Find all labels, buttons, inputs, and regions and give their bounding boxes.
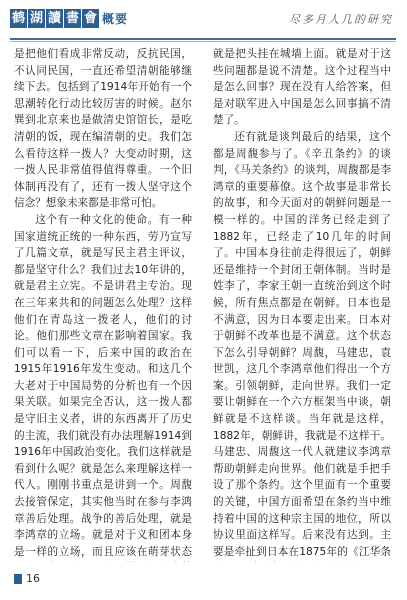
header-divider-thin [10,41,396,42]
section-title: 尽多月人几的研究 [289,13,393,26]
paragraph: 这个有一种文化的使命。有一种国家道统正统的一种东西，劳乃宣写了几篇文章，就是写民主君主评议，都是坚守什么？我们过去10年讲的，就是君主立宪。不是讲君主专治。现在三年来共和的问题怎么处理？这样他们在青岛这一拨老人，他们的讨论。他们那些文章在影响着国家。我们可以看一下，后来中国的政治在1915年1916年发生变动。和这几个大老对于中国局势的分析也有一个因果关联。如果完全否认，这一拨人都是守旧主义者，讲的东西离开了历史的主流，我们就没有办法理解1914到1916年中国政治变化。我们这样就是看到什么呢？就是怎么来理解这样一代人。刚刚书重点是讲到一个。周馥去接管保定，其实他当时在参与李鸿章善后处理。战争的善后处理，就是李鸿章的立场。就是对于义和团本身是一样的立场，而且应该在萌芽状态 [14,213,192,558]
title-char: 鹤 [11,11,25,26]
right-column [213,46,391,562]
paragraph: 是把他们看成非常反动，反抗民国，不认同民国，一直还希望清朝能够继续下去。包括到了1914年开始有一个思潮转化行动比较厉害的时候。赵尔巽到北京来也是做清史馆馆长，是吃清朝的饭，现在编清朝的史。我们怎么看待这样一拨人？大变动时期，这一拨人民非常值得值得尊重。一个旧体制再没有了，还有一拨人坚守这个信念？想象未来都是非常可怕。 [14,48,192,210]
paragraph: 还有就是谈判最后的结果，这个都是周馥参与了。《辛丑条约》的谈判，《马关条约》的谈判，周馥都是李鸿章的重要幕僚。这个故事是非常长的故事，和今天面对的朝鲜问题是一模一样的。中国的洋务已经走到了1882年，已经走了10几年的时间了。中国本身往前走得很远了，朝鲜还是维持一个封闭王朝体制。当时是姓李了，李家王朝一直统治到这个时候，所有焦点都是在朝鲜。日本也是不满意，因为日本要走出来。日本对于朝鲜不改革也是不满意。这个状态下怎么引导朝鲜？周馥，马建忠，袁世凯，这几个李鸿章他们得出一个方案。引领朝鲜，走向世界。我们一定要让朝鲜在一个六方框架当中谈，朝鲜就是不这样谈。当年就是这样，1882年，朝鲜讲，我就是不这样干。马建忠、周馥这一代人就建议李鸿章帮助朝鲜走向世界。他们就是手把手设了那个条约。这个里面有一个重要的关键，中国方面希望在条约当中维持着中国的这种宗主国的地位，所以协议里面这样写。后来没有达到。主要是牵扯到日本在1875年的《江华条 [213,130,391,558]
page-marker-icon [14,574,22,584]
journal-subtitle: 概要 [102,12,129,26]
title-char: 書 [65,11,79,26]
header-divider [10,38,396,40]
page-number: 16 [26,572,40,585]
page-header [0,0,407,44]
paragraph: 就是把头挂在城墙上面。就是对于这些问题都是说不清楚。这个过程当中是怎么回事？现在没有人给答案，但是对联军进入中国是怎么回事搞不清楚了。 [213,48,391,127]
title-char: 會 [83,11,97,26]
left-column [14,46,192,562]
title-char: 湖 [29,11,43,26]
title-char: 讀 [47,11,61,26]
journal-title [10,9,128,28]
